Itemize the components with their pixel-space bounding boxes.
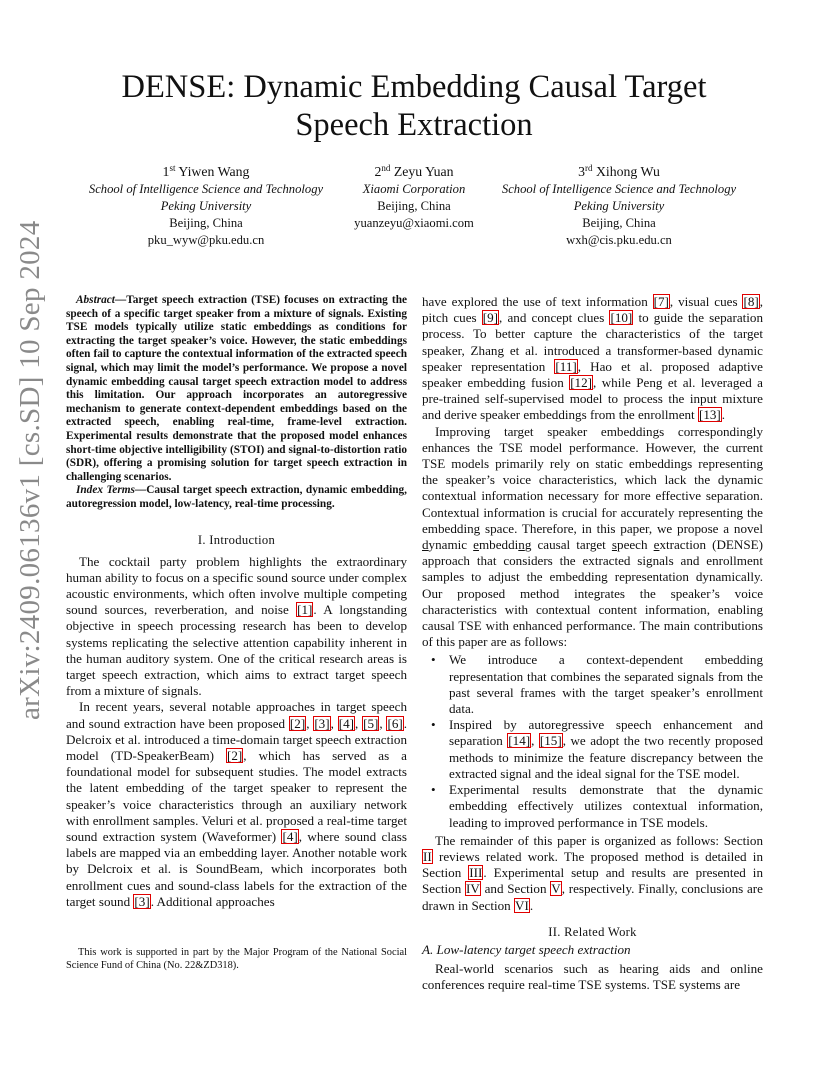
intro-paragraph-2: In recent years, several notable approaches in target speech and sound extraction have been proposed [2], [3], [4], [5], [6]. Delcroix et al. introduced a time-domain target speech extraction model (TD-SpeakerBeam) [2], which has served as a foundational model for subsequent studies. The model extracts the latent embedding of the target speaker to represent the speaker’s voice characteristics through an auxiliary network with enrollment samples. Veluri et al. proposed a real-time target sound extraction system (Waveformer) [4], where sound class labels are mapped via an embedding layer. Another notable work by Delcroix et al. is SoundBeam, which incorporates both enrollment cues and sound-class labels for the extraction of the target sound [3]. Additional approaches: [66, 699, 408, 909]
text-run: to guide the separation process. To better capture the characteristics of the target speaker, Zhang et al. introduced a transformer-based dynamic speaker representation: [422, 310, 763, 374]
author-affiliation: School of Intelligence Science and Technology: [88, 182, 324, 196]
index-terms-text: —Causal target speech extraction, dynamic embedding, autoregression model, low-latency, real-time processing.: [66, 484, 407, 510]
author-ordinal-suffix: rd: [584, 163, 593, 173]
contribution-item: [431, 782, 763, 831]
author-ordinal: 2: [374, 164, 382, 179]
author-name-line: [70, 163, 342, 181]
author-location: Beijing, China: [377, 199, 451, 213]
author-name: Zeyu Yuan: [393, 164, 454, 179]
bullet-icon: •: [431, 717, 436, 733]
acronym-letter: d: [422, 537, 429, 553]
index-terms: [66, 484, 407, 511]
citation-link[interactable]: [5]: [363, 715, 379, 731]
citation-link[interactable]: [7]: [653, 294, 669, 309]
author-email: yuanzeyu@xiaomi.com: [354, 216, 474, 230]
acronym-letter: e: [473, 537, 479, 553]
author-block-2: [335, 163, 493, 232]
text-run: and Section: [480, 881, 551, 897]
acronym-letter: e: [653, 537, 660, 553]
title-line-2: Speech Extraction: [295, 107, 533, 143]
text-run: , where sound class labels are mapped via an embedding layer. Another notable work by Delcroix et al. is SoundBeam, which incorporates both enrollment cues and sound-class labels for the extraction of the target sound: [66, 828, 407, 909]
section-heading-introduction: I. Introduction: [197, 532, 276, 547]
intro-paragraph-1: [66, 554, 407, 700]
citation-link[interactable]: [9]: [482, 310, 499, 326]
text-run: The cocktail party problem highlights the extraordinary human ability to focus on a specific sound source under complex acoustic environments, which often involve multiple competing sound sources, reverberation, and noise: [66, 553, 407, 618]
text-run: reviews related work. The proposed method is detailed in Section: [422, 848, 763, 881]
text-run: , and concept clues: [499, 310, 610, 326]
author-affiliation: School of Intelligence Science and Technology: [501, 182, 737, 196]
text-run: .: [721, 407, 726, 423]
citation-link[interactable]: [2]: [289, 715, 306, 731]
text-run: . A longstanding objective in speech processing research has been to develop systems replicating the selective attention capability inherent in the human auditory system. One of the critical research areas is target speech extraction, which aims to extract target speech from a mixture of signals.: [66, 602, 407, 699]
text-run: . Additional approaches: [150, 893, 275, 909]
citation-link[interactable]: [3]: [134, 893, 150, 909]
text-run: , pitch cues: [422, 294, 764, 326]
intro-paragraph-3: [422, 294, 763, 424]
author-affiliation: Xiaomi Corporation: [362, 182, 466, 196]
abstract: [66, 294, 407, 484]
citation-link[interactable]: [8]: [743, 294, 759, 309]
text-run: (DENSE) approach that considers the extracted signals and enrollment samples to adjust the embedding representation dynamically. Our proposed method integrates the speaker’s voice characteristics with contextual content information, enabling causal TSE with enhanced performance. The main contributions of this paper are as follows:: [422, 537, 763, 650]
author-email: pku_wyw@pku.edu.cn: [147, 233, 265, 247]
author-name: Xihong Wu: [595, 164, 660, 179]
index-terms-lead: Index Terms: [76, 484, 135, 497]
text-run: . Delcroix et al. introduced a time-domain target speech extraction model (TD-SpeakerBeam): [66, 715, 408, 763]
text-run: , respectively. Finally, conclusions are drawn in Section: [422, 881, 763, 913]
text-run: peech: [617, 537, 654, 553]
text-run: , Hao et al. proposed adaptive speaker embedding fusion: [422, 358, 763, 391]
text-run: . Experimental setup and results are presented in Section: [422, 865, 763, 897]
text-run: mbeddi: [478, 537, 519, 553]
contribution-item: • Inspired by autoregressive speech enhancement and separation [14], [15], we adopt the two recently proposed methods to minimize the feature discrepancy between the extracted signal and the ideal signal for the TSE model.: [431, 717, 763, 781]
citation-link[interactable]: [3]: [314, 715, 330, 731]
author-ordinal: 1: [162, 164, 170, 179]
citation-link[interactable]: [2]: [227, 747, 243, 763]
section-link[interactable]: V: [551, 881, 561, 897]
contributions-list: [422, 652, 763, 830]
footnote: This work is supported in part by the Major Program of the National Social Science Fund of China (No. 22&ZD318).: [66, 947, 407, 971]
section-link[interactable]: VI: [515, 897, 529, 913]
paper-title: [60, 68, 768, 144]
section-heading-related-work: II. Related Work: [548, 924, 637, 939]
text-run: In recent years, several notable approaches in target speech and sound extraction have been proposed: [66, 699, 407, 731]
acronym-letter: n: [518, 537, 525, 553]
text-run: , which has served as a foundational model for subsequent studies. The model extracts the latent embedding of the target speaker to represent the speaker’s voice characteristics through an auxiliary network with enrollment samples. Veluri et al. proposed a real-time target sound extraction system (Waveformer): [66, 747, 407, 844]
author-name: Yiwen Wang: [178, 164, 250, 179]
author-institution: Peking University: [160, 199, 252, 213]
text-run: We introduce a context-dependent embedding representation that combines the separated signals from the past several frames with the target speaker’s enrollment data.: [449, 652, 763, 717]
citation-link[interactable]: [10]: [610, 310, 633, 326]
section-link[interactable]: IV: [466, 881, 480, 897]
related-work-paragraph-1: Real-world scenarios such as hearing aids and online conferences require real-time TSE systems. TSE systems are: [422, 960, 763, 993]
section-link[interactable]: III: [469, 865, 483, 881]
text-run: , visual cues: [669, 294, 743, 309]
citation-link[interactable]: [15]: [539, 733, 562, 749]
text-run: The remainder of this paper is organized as follows: Section: [435, 832, 763, 848]
author-name-line: [335, 163, 493, 181]
author-block-3: [485, 163, 753, 249]
author-ordinal: 3: [578, 164, 585, 179]
author-location: Beijing, China: [169, 216, 243, 230]
citation-link[interactable]: [6]: [387, 715, 403, 731]
abstract-text: —Target speech extraction (TSE) focuses on extracting the speech of a specific target speaker from a mixture of signals. Existing TSE models typically utilize static embeddings as conditions for extracting the target speaker’s voice. However, the static embeddings often fail to capture the contextual information of the extracted speech signal, which may limit the model’s performance. We propose a novel dynamic embedding causal target speech extraction model to address this limitation. Our approach incorporates an autoregressive mechanism to generate context-dependent embeddings based on the extracted speech, enabling real-time, frame-level extraction. Experimental results demonstrate that the proposed model enhances short-time objective intelligibility (STOI) and signal-to-distortion ratio (SDR), offering a promising solution for target speech extraction in challenging scenarios.: [66, 294, 407, 483]
text-run: g causal target: [524, 537, 612, 553]
bullet-icon: •: [431, 782, 436, 798]
citation-link[interactable]: [12]: [570, 375, 593, 391]
text-run: , we adopt the two recently proposed methods to minimize the feature discrepancy between the extracted signal and the ideal signal for the TSE model.: [449, 733, 763, 781]
text-run: Inspired by autoregressive speech enhancement and separation: [449, 717, 763, 749]
citation-link[interactable]: [4]: [338, 715, 354, 731]
title-line-1: DENSE: Dynamic Embedding Causal Target: [121, 69, 707, 105]
text-run: xtraction: [659, 537, 706, 553]
arxiv-watermark: arXiv:2409.06136v1 [cs.SD] 10 Sep 2024: [14, 220, 46, 720]
text-run: , while Peng et al. leveraged a pre-trained self-supervised model to process the input mixture and derive speaker embeddings from the enrollment: [422, 375, 763, 423]
text-run: have explored the use of text information: [422, 294, 653, 309]
author-location: Beijing, China: [582, 216, 656, 230]
citation-link[interactable]: [13]: [698, 407, 721, 423]
author-email: wxh@cis.pku.edu.cn: [566, 233, 672, 247]
text-run: .: [529, 897, 534, 913]
citation-link[interactable]: [4]: [282, 828, 298, 844]
author-ordinal-suffix: nd: [381, 163, 391, 173]
author-institution: Peking University: [573, 199, 665, 213]
text-run: Improving target speaker embeddings correspondingly enhances the TSE model performance. However, the current TSE models primarily rely on static embeddings representing the speaker’s voice characteristics, which lack the dynamic contextual information necessary for more effective separation. Contextual information is crucial for accurately representing the embedding space. Therefore, in this paper, we propose a novel: [422, 423, 763, 536]
citation-link[interactable]: [11]: [555, 358, 577, 374]
contribution-item: [431, 652, 763, 717]
section-link[interactable]: II: [423, 848, 432, 864]
intro-paragraph-5: [422, 833, 763, 914]
right-column: [422, 294, 763, 993]
text-run: ynamic: [428, 537, 474, 553]
subsection-heading: A. Low-latency target speech extraction: [422, 941, 631, 957]
acronym-letter: s: [611, 537, 618, 553]
author-block-1: [70, 163, 342, 249]
bullet-icon: •: [431, 652, 436, 668]
citation-link[interactable]: [1]: [297, 602, 313, 618]
abstract-lead: Abstract: [76, 294, 115, 306]
left-column: [66, 294, 407, 910]
author-name-line: [485, 163, 753, 181]
citation-link[interactable]: [14]: [508, 733, 531, 749]
intro-paragraph-4: [422, 424, 763, 651]
text-run: Experimental results demonstrate that the dynamic embedding effectively utilizes contextual information, leading to improved performance in TSE models.: [449, 782, 763, 830]
author-ordinal-suffix: st: [169, 163, 176, 173]
